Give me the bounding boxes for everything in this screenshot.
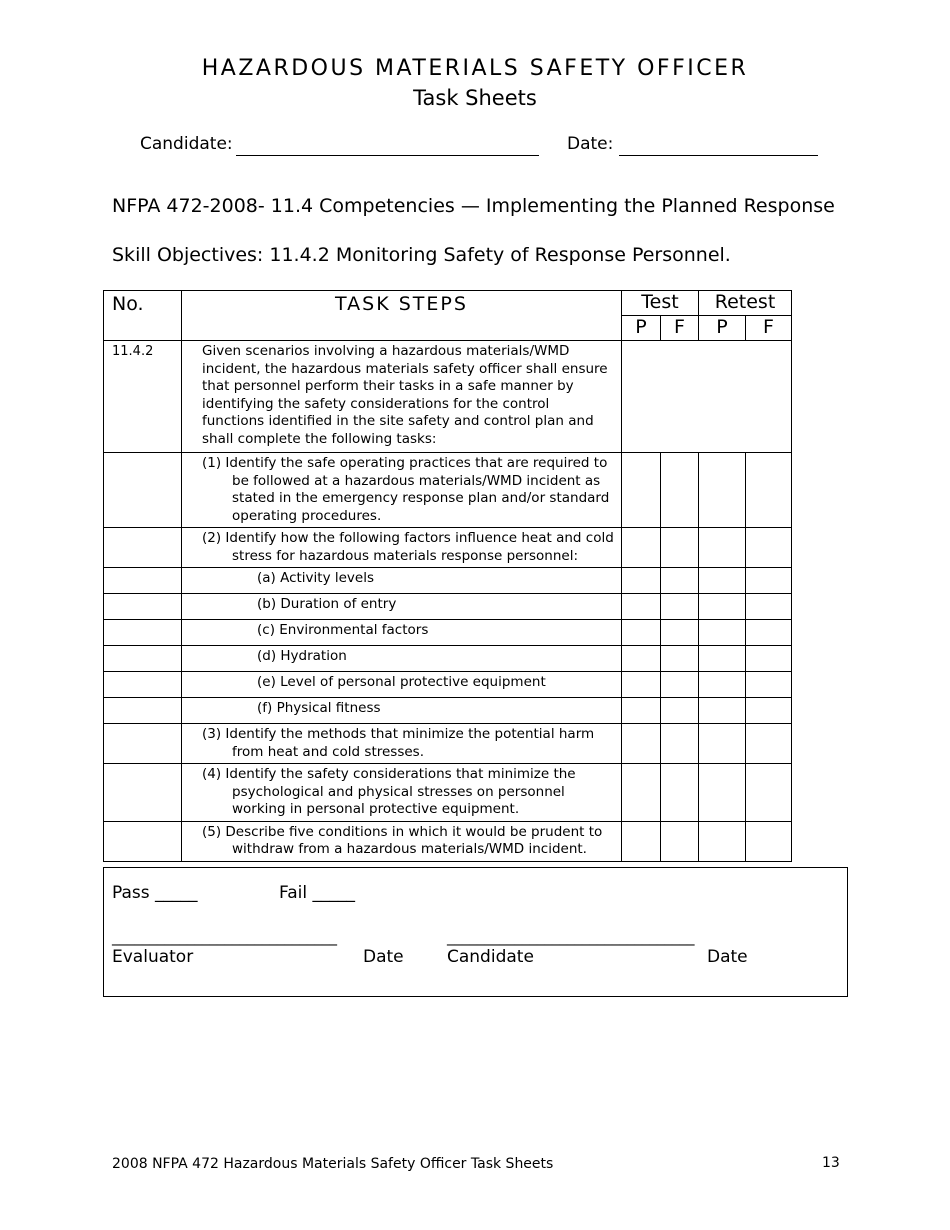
task-step-2f: (f) Physical fitness xyxy=(182,698,622,724)
test-pass-cell[interactable] xyxy=(622,594,661,620)
test-pass-cell[interactable] xyxy=(622,821,661,861)
test-fail-cell[interactable] xyxy=(661,764,699,822)
task-step-2b: (b) Duration of entry xyxy=(182,594,622,620)
table-header-row xyxy=(104,291,792,316)
retest-pass-cell[interactable] xyxy=(699,672,746,698)
evaluator-signature-line[interactable]: ______________________________ xyxy=(112,928,337,946)
test-pass-cell[interactable] xyxy=(622,528,661,568)
competency-heading: NFPA 472-2008- 11.4 Competencies — Implementing the Planned Response xyxy=(112,195,835,217)
footer-text: 2008 NFPA 472 Hazardous Materials Safety Officer Task Sheets xyxy=(112,1156,554,1172)
table-row xyxy=(104,528,792,568)
col-no-header: No. xyxy=(104,291,182,341)
retest-pass-cell[interactable] xyxy=(699,698,746,724)
test-pass-cell[interactable] xyxy=(622,646,661,672)
retest-pass-cell[interactable] xyxy=(699,528,746,568)
retest-fail-cell[interactable] xyxy=(746,821,792,861)
retest-fail-cell[interactable] xyxy=(746,568,792,594)
date-label: Date: xyxy=(567,134,614,154)
task-step-2e: (e) Level of personal protective equipment xyxy=(182,672,622,698)
test-fail-cell[interactable] xyxy=(661,646,699,672)
candidate-signature-line[interactable]: _________________________________ xyxy=(447,928,695,946)
intro-text: Given scenarios involving a hazardous materials/WMD incident, the hazardous materials safety officer shall ensure that personnel perform their tasks in a safe manner by identifying the safety considerations for the control functions identified in the site safety and control plan and shall complete the following tasks: xyxy=(182,341,622,453)
test-pass-cell[interactable] xyxy=(622,568,661,594)
task-step-1: (1) Identify the safe operating practices that are required to be followed at a hazardous materials/WMD incident as stated in the emergency response plan and/or standard operating procedures. xyxy=(202,455,610,524)
section-number: 11.4.2 xyxy=(104,341,182,453)
evaluator-date-label: Date xyxy=(363,947,404,967)
task-table xyxy=(103,290,792,862)
test-pass-cell[interactable] xyxy=(622,620,661,646)
task-step-5: (5) Describe five conditions in which it would be prudent to withdraw from a hazardous materials/WMD incident. xyxy=(202,823,603,857)
test-pass-cell[interactable] xyxy=(622,672,661,698)
retest-pass-cell[interactable] xyxy=(699,646,746,672)
result-box xyxy=(103,867,848,997)
table-row xyxy=(104,620,792,646)
retest-fail-cell[interactable] xyxy=(746,672,792,698)
retest-pass-cell[interactable] xyxy=(699,821,746,861)
retest-pass-cell[interactable] xyxy=(699,568,746,594)
retest-fail-cell[interactable] xyxy=(746,646,792,672)
task-step-3: (3) Identify the methods that minimize the potential harm from heat and cold stresses. xyxy=(202,726,595,760)
test-fail-header: F xyxy=(661,316,699,341)
retest-fail-cell[interactable] xyxy=(746,594,792,620)
candidate-field[interactable] xyxy=(236,155,539,156)
retest-fail-cell[interactable] xyxy=(746,620,792,646)
intro-blank-cell xyxy=(622,341,792,453)
task-step-2c: (c) Environmental factors xyxy=(182,620,622,646)
table-row xyxy=(104,724,792,764)
retest-pass-cell[interactable] xyxy=(699,764,746,822)
test-fail-cell[interactable] xyxy=(661,453,699,528)
table-row xyxy=(104,672,792,698)
col-steps-header: TASK STEPS xyxy=(182,291,622,341)
page-number: 13 xyxy=(822,1155,840,1171)
retest-pass-cell[interactable] xyxy=(699,594,746,620)
retest-fail-cell[interactable] xyxy=(746,724,792,764)
test-fail-cell[interactable] xyxy=(661,620,699,646)
test-fail-cell[interactable] xyxy=(661,672,699,698)
retest-pass-cell[interactable] xyxy=(699,453,746,528)
retest-pass-cell[interactable] xyxy=(699,724,746,764)
retest-fail-cell[interactable] xyxy=(746,764,792,822)
test-pass-cell[interactable] xyxy=(622,764,661,822)
retest-pass-header: P xyxy=(699,316,746,341)
test-pass-header: P xyxy=(622,316,661,341)
task-step-2a: (a) Activity levels xyxy=(182,568,622,594)
test-fail-cell[interactable] xyxy=(661,594,699,620)
candidate-date-label: Date xyxy=(707,947,748,967)
test-fail-cell[interactable] xyxy=(661,568,699,594)
test-fail-cell[interactable] xyxy=(661,724,699,764)
test-pass-cell[interactable] xyxy=(622,698,661,724)
retest-fail-cell[interactable] xyxy=(746,528,792,568)
date-field[interactable] xyxy=(619,155,818,156)
test-fail-cell[interactable] xyxy=(661,821,699,861)
task-step-2d: (d) Hydration xyxy=(182,646,622,672)
table-row xyxy=(104,698,792,724)
test-fail-cell[interactable] xyxy=(661,698,699,724)
evaluator-label: Evaluator xyxy=(112,947,194,967)
candidate-label: Candidate: xyxy=(140,134,233,154)
page-title: HAZARDOUS MATERIALS SAFETY OFFICER xyxy=(201,56,749,81)
retest-fail-cell[interactable] xyxy=(746,453,792,528)
table-row xyxy=(104,453,792,528)
retest-fail-cell[interactable] xyxy=(746,698,792,724)
pass-field[interactable]: Pass _____ xyxy=(112,883,198,903)
col-retest-header: Retest xyxy=(699,291,792,316)
table-row xyxy=(104,568,792,594)
objective-heading: Skill Objectives: 11.4.2 Monitoring Safety of Response Personnel. xyxy=(112,244,731,266)
page-subtitle: Task Sheets xyxy=(413,86,537,110)
retest-pass-cell[interactable] xyxy=(699,620,746,646)
fail-field[interactable]: Fail _____ xyxy=(279,883,355,903)
task-step-4: (4) Identify the safety considerations that minimize the psychological and physical stresses on personnel working in personal protective equipment. xyxy=(202,766,576,817)
candidate-sign-label: Candidate xyxy=(447,947,534,967)
test-pass-cell[interactable] xyxy=(622,724,661,764)
col-test-header: Test xyxy=(622,291,699,316)
test-fail-cell[interactable] xyxy=(661,528,699,568)
test-pass-cell[interactable] xyxy=(622,453,661,528)
table-row-intro xyxy=(104,341,792,453)
table-row xyxy=(104,821,792,861)
retest-fail-header: F xyxy=(746,316,792,341)
table-row xyxy=(104,594,792,620)
table-row xyxy=(104,764,792,822)
task-step-2: (2) Identify how the following factors influence heat and cold stress for hazardous materials response personnel: xyxy=(202,530,614,564)
table-row xyxy=(104,646,792,672)
